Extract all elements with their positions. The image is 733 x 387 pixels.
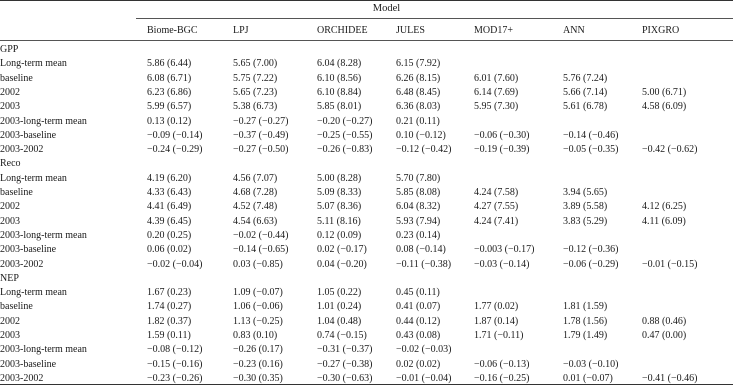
table-cell: −0.11 (−0.38) (396, 258, 452, 270)
table-cell: 4.52 (7.48) (233, 201, 278, 213)
table-cell: 5.61 (6.78) (563, 101, 608, 113)
table-cell: 4.54 (6.63) (233, 215, 278, 227)
table-cell: 6.14 (7.69) (474, 86, 519, 98)
table-row (0, 259, 733, 273)
table-cell: −0.16 (−0.25) (474, 372, 530, 384)
table-cell: 5.95 (7.30) (474, 101, 519, 113)
row-label: 2003 (0, 330, 20, 341)
table-cell: −0.37 (−0.49) (233, 129, 289, 141)
table-cell: 1.06 (−0.06) (233, 301, 283, 313)
table-cell: 0.47 (0.00) (642, 330, 687, 341)
table-cell: 1.04 (0.48) (317, 315, 362, 327)
table-row (0, 87, 733, 101)
table-cell: 0.88 (0.46) (642, 315, 687, 327)
table-cell: 1.59 (0.11) (147, 330, 191, 341)
row-label: 2003-long-term mean (0, 115, 87, 127)
table-rule-group (136, 18, 733, 19)
table-cell: 1.74 (0.27) (147, 301, 192, 313)
section-title: Reco (0, 158, 21, 170)
table-cell: 4.24 (7.41) (474, 215, 519, 227)
row-label: 2003-long-term mean (0, 229, 87, 241)
column-group-title: Model (372, 3, 401, 14)
table-cell: 3.89 (5.58) (563, 201, 608, 213)
table-row (0, 330, 733, 344)
table-row (0, 73, 733, 87)
table-cell: 5.85 (8.08) (396, 187, 441, 198)
table-cell: −0.26 (−0.83) (317, 144, 373, 156)
table-cell: −0.20 (−0.27) (317, 115, 373, 127)
table-cell: −0.03 (−0.14) (474, 258, 530, 270)
table-cell: 0.20 (0.25) (147, 229, 192, 241)
table-cell: −0.02 (−0.03) (396, 344, 452, 356)
table-cell: 0.41 (0.07) (396, 301, 441, 313)
table-rule-header (0, 40, 733, 41)
row-label: 2003-2002 (0, 144, 44, 156)
table-cell: 1.78 (1.56) (563, 315, 608, 327)
table-cell: 4.33 (6.43) (147, 187, 192, 198)
row-label: baseline (0, 187, 33, 198)
table-cell: 1.67 (0.23) (147, 287, 192, 299)
row-label: baseline (0, 301, 33, 313)
row-label: 2003-baseline (0, 358, 57, 370)
table-cell: 6.26 (8.15) (396, 72, 441, 84)
table-cell: 0.08 (−0.14) (396, 244, 446, 256)
row-label: 2003-long-term mean (0, 344, 87, 356)
table-cell: 1.79 (1.49) (563, 330, 608, 341)
row-label: 2003-2002 (0, 258, 44, 270)
table-row (0, 130, 733, 144)
row-label: 2003-baseline (0, 129, 57, 141)
table-cell: −0.01 (−0.04) (396, 372, 452, 384)
table-cell: −0.27 (−0.38) (317, 358, 373, 370)
table-cell: −0.19 (−0.39) (474, 144, 530, 156)
row-label: 2002 (0, 86, 20, 98)
table-cell: 1.77 (0.02) (474, 301, 519, 313)
table-cell: 0.02 (−0.17) (317, 244, 367, 256)
table-cell: 5.00 (6.71) (642, 86, 687, 98)
table-rule-top (0, 0, 733, 1)
table-row (0, 144, 733, 158)
table-cell: −0.27 (−0.50) (233, 144, 289, 156)
table-cell: 0.02 (0.02) (396, 358, 441, 370)
column-header: ANN (563, 25, 585, 36)
table-cell: 5.70 (7.80) (396, 172, 441, 184)
table-row (0, 244, 733, 258)
row-label: 2003 (0, 101, 20, 113)
table-cell: 6.01 (7.60) (474, 72, 519, 84)
table-rule-bottom (0, 384, 733, 385)
table-cell: 3.94 (5.65) (563, 187, 608, 198)
row-label: Long-term mean (0, 287, 67, 299)
table-cell: 5.99 (6.57) (147, 101, 192, 113)
table-cell: −0.02 (−0.04) (147, 258, 203, 270)
row-label: 2003-2002 (0, 372, 44, 384)
table-cell: 4.39 (6.45) (147, 215, 192, 227)
table-cell: 1.71 (−0.11) (474, 330, 524, 341)
table-row (0, 230, 733, 244)
table-cell: 0.21 (0.11) (396, 115, 440, 127)
table-cell: 1.09 (−0.07) (233, 287, 283, 299)
table-cell: −0.12 (−0.36) (563, 244, 619, 256)
table-cell: 4.11 (6.09) (642, 215, 686, 227)
table-cell: 4.27 (7.55) (474, 201, 519, 213)
table-cell: 6.23 (6.86) (147, 86, 192, 98)
table-cell: −0.23 (−0.26) (147, 372, 203, 384)
column-header: PIXGRO (642, 25, 680, 36)
table-cell: 5.65 (7.00) (233, 58, 278, 70)
table-cell: −0.06 (−0.30) (474, 129, 530, 141)
table-cell: −0.03 (−0.10) (563, 358, 619, 370)
table-cell: 0.06 (0.02) (147, 244, 192, 256)
table-row (0, 301, 733, 315)
table-row (0, 216, 733, 230)
table-cell: −0.06 (−0.29) (563, 258, 619, 270)
column-header: MOD17+ (474, 25, 513, 36)
table-cell: 5.65 (7.23) (233, 86, 278, 98)
table-cell: −0.06 (−0.13) (474, 358, 530, 370)
table-cell: 0.43 (0.08) (396, 330, 441, 341)
table-cell: −0.02 (−0.44) (233, 229, 289, 241)
table-cell: −0.12 (−0.42) (396, 144, 452, 156)
table-cell: 5.86 (6.44) (147, 58, 192, 70)
row-label: baseline (0, 72, 33, 84)
table-cell: 0.10 (−0.12) (396, 129, 446, 141)
row-label: Long-term mean (0, 58, 67, 70)
table-row (0, 359, 733, 373)
table-cell: 4.58 (6.09) (642, 101, 687, 113)
table-cell: −0.26 (0.17) (233, 344, 283, 356)
table-cell: −0.30 (−0.63) (317, 372, 373, 384)
row-label: 2002 (0, 315, 20, 327)
table-cell: 0.04 (−0.20) (317, 258, 367, 270)
section-title: NEP (0, 272, 19, 284)
table-cell: −0.25 (−0.55) (317, 129, 373, 141)
table-cell: 4.56 (7.07) (233, 172, 278, 184)
table-cell: 0.03 (−0.85) (233, 258, 283, 270)
table-row (0, 316, 733, 330)
table-cell: −0.15 (−0.16) (147, 358, 203, 370)
table-cell: 1.87 (0.14) (474, 315, 519, 327)
table-cell: −0.30 (0.35) (233, 372, 283, 384)
table-cell: 5.75 (7.22) (233, 72, 278, 84)
table-row (0, 344, 733, 358)
table-cell: 6.36 (8.03) (396, 101, 441, 113)
section-title: GPP (0, 44, 19, 55)
table-cell: 0.83 (0.10) (233, 330, 278, 341)
row-label: 2003-baseline (0, 244, 57, 256)
table-cell: 0.01 (−0.07) (563, 372, 613, 384)
table-cell: 4.19 (6.20) (147, 172, 192, 184)
table-cell: −0.14 (−0.46) (563, 129, 619, 141)
table-cell: 4.24 (7.58) (474, 187, 519, 198)
table-cell: 6.10 (8.56) (317, 72, 362, 84)
table-cell: 1.05 (0.22) (317, 287, 362, 299)
table-cell: 6.15 (7.92) (396, 58, 441, 70)
table-cell: 5.66 (7.14) (563, 86, 608, 98)
table-cell: −0.01 (−0.15) (642, 258, 698, 270)
table-cell: 0.12 (0.09) (317, 229, 362, 241)
table-row (0, 287, 733, 301)
row-label: 2002 (0, 201, 20, 213)
table-cell: 5.07 (8.36) (317, 201, 362, 213)
table-cell: −0.08 (−0.12) (147, 344, 203, 356)
table-cell: 4.68 (7.28) (233, 187, 278, 198)
table-row (0, 101, 733, 115)
table-cell: 1.81 (1.59) (563, 301, 608, 313)
table-cell: 5.38 (6.73) (233, 101, 278, 113)
table-row (0, 201, 733, 215)
table-cell: −0.31 (−0.37) (317, 344, 373, 356)
table-cell: 0.13 (0.12) (147, 115, 192, 127)
column-header: Biome-BGC (147, 25, 198, 36)
table-row (0, 58, 733, 72)
column-header: ORCHIDEE (317, 25, 368, 36)
table-cell: −0.27 (−0.27) (233, 115, 289, 127)
table-cell: 0.45 (0.11) (396, 287, 440, 299)
table-cell: −0.14 (−0.65) (233, 244, 289, 256)
table-cell: −0.24 (−0.29) (147, 144, 203, 156)
table-cell: −0.42 (−0.62) (642, 144, 698, 156)
table-cell: 6.04 (8.32) (396, 201, 441, 213)
table-cell: 3.83 (5.29) (563, 215, 608, 227)
table-cell: 0.23 (0.14) (396, 229, 441, 241)
table-cell: 6.04 (8.28) (317, 58, 362, 70)
table-cell: 6.10 (8.84) (317, 86, 362, 98)
table-cell: 1.82 (0.37) (147, 315, 192, 327)
table-cell: 0.74 (−0.15) (317, 330, 367, 341)
table-cell: 5.85 (8.01) (317, 101, 362, 113)
table-cell: 1.13 (−0.25) (233, 315, 283, 327)
table-cell: 1.01 (0.24) (317, 301, 362, 313)
table-cell: −0.09 (−0.14) (147, 129, 203, 141)
table-row (0, 116, 733, 130)
table-cell: 4.12 (6.25) (642, 201, 687, 213)
table-cell: 6.48 (8.45) (396, 86, 441, 98)
table-cell: −0.23 (0.16) (233, 358, 283, 370)
table-cell: 4.41 (6.49) (147, 201, 192, 213)
column-header: LPJ (233, 25, 249, 36)
table-cell: 5.93 (7.94) (396, 215, 441, 227)
table-cell: 0.44 (0.12) (396, 315, 441, 327)
table-cell: 5.00 (8.28) (317, 172, 362, 184)
table-cell: 5.76 (7.24) (563, 72, 608, 84)
table-cell: −0.41 (−0.46) (642, 372, 698, 384)
table-cell: 6.08 (6.71) (147, 72, 192, 84)
row-label: Long-term mean (0, 172, 67, 184)
table-row (0, 187, 733, 201)
row-label: 2003 (0, 215, 20, 227)
table-cell: 5.09 (8.33) (317, 187, 362, 198)
column-header: JULES (396, 25, 425, 36)
table-cell: 5.11 (8.16) (317, 215, 361, 227)
table-cell: −0.05 (−0.35) (563, 144, 619, 156)
table-cell: −0.003 (−0.17) (474, 244, 535, 256)
table-row (0, 173, 733, 187)
